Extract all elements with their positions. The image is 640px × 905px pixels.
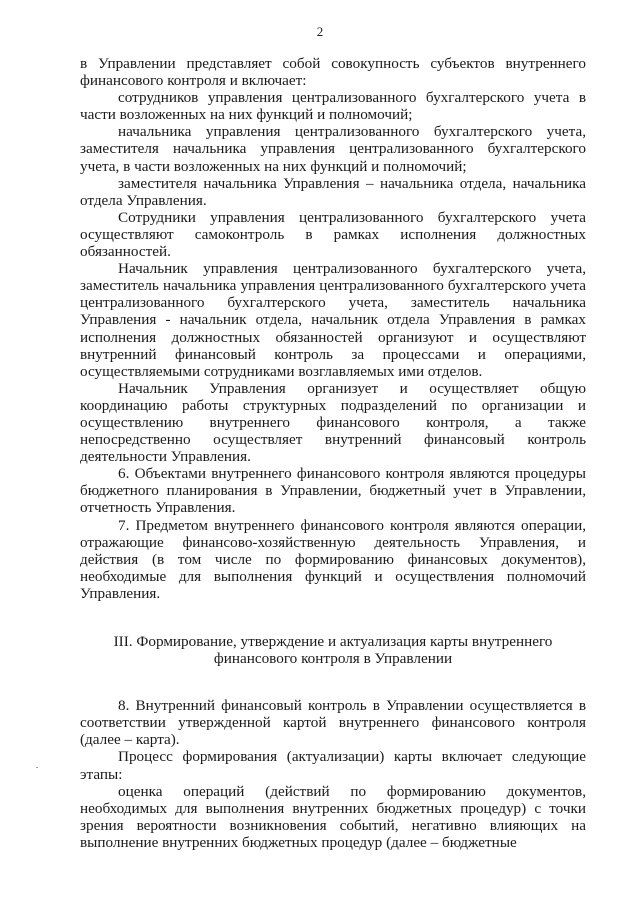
paragraph: сотрудников управления централизованного бухгалтерского учета в части возложенных на них функций и полномочий;: [80, 89, 586, 124]
margin-mark: [36, 767, 38, 768]
paragraph: оценка операций (действий по формированию документов, необходимых для выполнения внутренних бюджетных процедур) с точки зрения вероятности возникновения событий, негативно влияющих на выполнение внутренних бюджетных процедур (далее – бюджетные: [80, 782, 586, 851]
paragraph: 7. Предметом внутреннего финансового контроля являются операции, отражающие финансово-хозяйственную деятельность Управления, и действия (в том числе по формированию финансовых документов), необходимые для выполнения функций и осуществления полномочий Управления.: [80, 516, 586, 602]
paragraph: Процесс формирования (актуализации) карты включает следующие этапы:: [80, 748, 586, 783]
section-heading-line-2: финансового контроля в Управлении: [213, 650, 453, 668]
paragraph: Начальник управления централизованного бухгалтерского учета, заместитель начальника управления централизованного бухгалтерского учета централизованного бухгалтерского учета, заместитель начальника Управления - начальник отдела, начальник отдела Управления в рамках исполнения должностных обязанностей организуют и осуществляют внутренний финансовый контроль за процессами и операциями, осуществляемыми сотрудниками возглавляемых ими отделов.: [80, 260, 586, 380]
section-heading-line-1: III. Формирование, утверждение и актуализация карты внутреннего: [113, 633, 553, 650]
paragraph: в Управлении представляет собой совокупность субъектов внутреннего финансового контроля и включает:: [80, 55, 586, 90]
paragraph: начальника управления централизованного бухгалтерского учета, заместителя начальника управления централизованного бухгалтерского учета, в части возложенных на них функций и полномочий;: [80, 123, 586, 175]
section-after-heading: [80, 697, 586, 851]
page-number: 2: [316, 24, 324, 39]
paragraph: 6. Объектами внутреннего финансового контроля являются процедуры бюджетного планирования в Управлении, бюджетный учет в Управлении, отчетность Управления.: [80, 465, 586, 517]
paragraph: Сотрудники управления централизованного бухгалтерского учета осуществляют самоконтроль в рамках исполнения должностных обязанностей.: [80, 208, 586, 261]
paragraph: 8. Внутренний финансовый контроль в Управлении осуществляется в соответствии утвержденной картой внутреннего финансового контроля (далее – карта).: [80, 697, 586, 749]
paragraph: заместителя начальника Управления – начальника отдела, начальника отдела Управления.: [80, 174, 586, 209]
section-heading: [80, 633, 586, 667]
section-before-heading: [80, 55, 586, 602]
document-body: [80, 55, 586, 851]
paragraph: Начальник Управления организует и осуществляет общую координацию работы структурных подразделений по организации и осуществлению внутреннего финансового контроля, а также непосредственно осуществляет внутренний финансовый контроль деятельности Управления.: [80, 379, 586, 466]
